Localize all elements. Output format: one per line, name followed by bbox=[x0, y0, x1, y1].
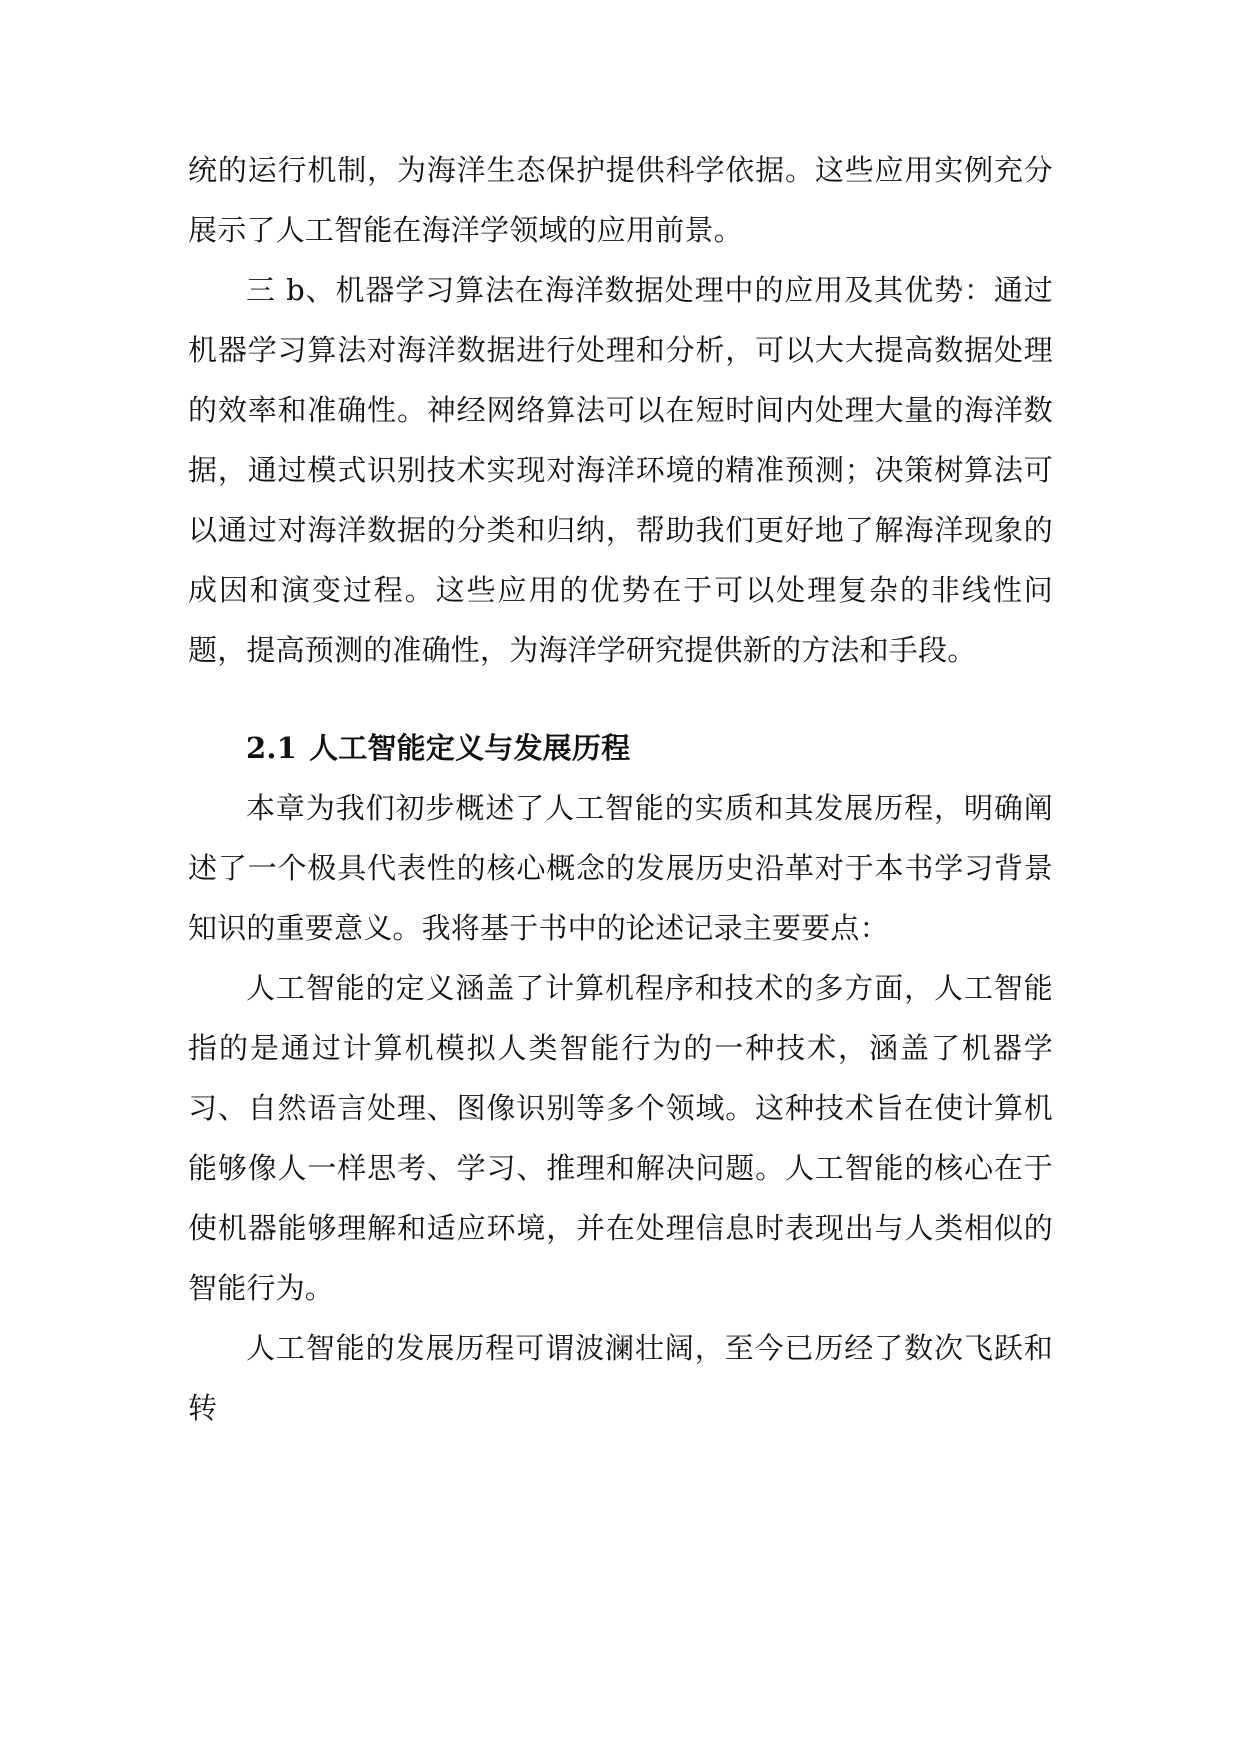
paragraph-ai-history: 人工智能的发展历程可谓波澜壮阔，至今已历经了数次飞跃和转 bbox=[188, 1331, 1053, 1425]
document-body bbox=[188, 140, 1053, 1438]
paragraph-machine-learning: 三 b、机器学习算法在海洋数据处理中的应用及其优势：通过机器学习算法对海洋数据进行处理和分析，可以大大提高数据处理的效率和准确性。神经网络算法可以在短时间内处理大量的海洋数据，通过模式识别技术实现对海洋环境的精准预测；决策树算法可以通过对海洋数据的分类和归纳，帮助我们更好地了解海洋现象的成因和演变过程。这些应用的优势在于可以处理复杂的非线性问题，提高预测的准确性，为海洋学研究提供新的方法和手段。 bbox=[188, 273, 1053, 667]
section-number: 2.1 bbox=[246, 731, 298, 765]
section-heading bbox=[188, 718, 1053, 778]
paragraph-chapter-overview: 本章为我们初步概述了人工智能的实质和其发展历程，明确阐述了一个极具代表性的核心概念的发展历史沿革对于本书学习背景知识的重要意义。我将基于书中的论述记录主要要点： bbox=[188, 791, 1053, 945]
paragraph-continuation: 统的运行机制，为海洋生态保护提供科学依据。这些应用实例充分展示了人工智能在海洋学领域的应用前景。 bbox=[188, 153, 1053, 247]
section-title: 人工智能定义与发展历程 bbox=[309, 731, 631, 765]
paragraph-ai-definition: 人工智能的定义涵盖了计算机程序和技术的多方面，人工智能指的是通过计算机模拟人类智能行为的一种技术，涵盖了机器学习、自然语言处理、图像识别等多个领域。这种技术旨在使计算机能够像人一样思考、学习、推理和解决问题。人工智能的核心在于使机器能够理解和适应环境，并在处理信息时表现出与人类相似的智能行为。 bbox=[188, 971, 1053, 1305]
